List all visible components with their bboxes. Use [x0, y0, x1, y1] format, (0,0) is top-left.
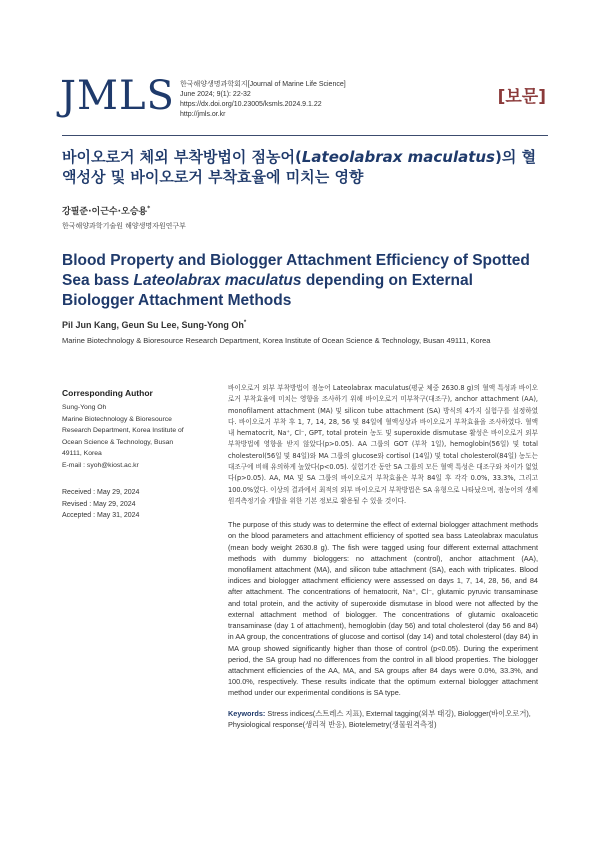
journal-name: 한국해양생명과학회지[Journal of Marine Life Science] [180, 81, 346, 88]
title-en-post: depending on External Biologger Attachment Methods [62, 272, 473, 309]
website-link[interactable]: http://jmls.or.kr [180, 111, 226, 118]
journal-logo: JMLS [60, 73, 175, 119]
corresponding-name: Sung-Yong Oh [62, 404, 107, 411]
abstract-english: The purpose of this study was to determine the effect of external biologger attachment methods on the blood parameters and attachment efficiency of spotted sea bass Lateolabrax maculatus (mean body weight 2630.8 g). The fish were tagged using four different external attachment methods with dummy biologgers: no attachment (control), anchor attachment (AA), monofilament attachment (MA), and silicon tube attachment (SA), each with triplicates. Blood indices and biologger attachment efficiency were assessed on days 1, 7, 14, 28, 56, and 84 after attachment. The concentrations of hematocrit, Na⁺, Cl⁻, glutamic pyruvic transaminase and total protein, and the activity of superoxide dismutase in blood were not affected by the external attachment method of biologger. The concentrations of glutamic oxaloacetic transaminase (day 1 of attachment), hemoglobin (day 56) and total cholesterol (day 56 and 84) in AA group, the concentrations of glucose and cortisol (day 14) and total cholesterol (day 84) in MA group showed significantly higher than those of control (p<0.05). During the experiment period, the SA group had no differences from the control in all blood properties. The biologger attachment efficiencies of the AA, MA, and SA groups after 84 days were 0.0%, 33.3%, and 100.0%, respectively. These results indicate that the optimum external biologger attachment method under our experimental conditions is SA type. [228, 520, 538, 698]
abstract-korean: 바이오로거 외부 부착방법이 점농어 Lateolabrax maculatus(평균 체중 2630.8 g)의 혈액 특성과 바이오로거 부착효율에 미치는 영향을 조사하기 위해 바이오로거 미부착구(대조구), anchor attachment (AA), monofilament attachment (MA) 및 silicon tube attachment (SA) 방식의 4가지 실험구를 설정하였다. 바이오로거 부착 후 1, 7, 14, 28, 56 및 84일에 혈액성상과 바이오로거 부착효율을 조사하였다. 혈액 내 hematocrit, Na⁺, Cl⁻, GPT, total protein 농도 및 superoxide dismutase 활성은 바이오로거 외부 부착방법에 영향을 받지 않았다(p>0.05). AA 그룹의 GOT (부착 1일), hemoglobin(56일) 및 total cholesterol(56일 및 84일)와 MA 그룹의 glucose와 cortisol (14일) 및 total cholesterol(84일) 농도는 대조구에 비해 유의하게 높았다(p<0.05). 실험기간 동안 SA 그룹의 모든 혈액 특성은 대조구와 차이가 없었다(p>0.05). AA, MA 및 SA 그룹의 바이오로거 부착효율은 부착 84일 후 각각 0.0%, 33.3%, 그리고 100.0%였다. 이상의 결과에서 최적의 외부 바이오로거 부착방법은 SA 유형으로 나타났으며, 점농어의 생체원격측정기술 개발을 위한 기본 정보로 활용될 수 있을 것이다. [228, 384, 538, 505]
corresponding-affiliation-line: Research Department, Korea Institute of [62, 427, 184, 434]
title-ko-species: Lateolabrax maculatus [301, 148, 495, 166]
sidebar [62, 388, 212, 522]
title-korean [62, 147, 548, 187]
authors-en-names: Pil Jun Kang, Geun Su Lee, Sung-Yong Oh [62, 320, 244, 330]
journal-issue: June 2024; 9(1): 22-32 [180, 91, 251, 98]
corresponding-mark-en: * [243, 320, 247, 326]
corresponding-email[interactable]: E-mail : syoh@kiost.ac.kr [62, 461, 139, 469]
header-divider [62, 135, 548, 136]
corresponding-affiliation-line: Marine Biotechnology & Bioresource [62, 415, 172, 423]
abstract [228, 383, 538, 730]
title-en-species: Lateolabrax maculatus [133, 272, 302, 289]
title-ko-post: )의 혈액성상 및 바이오로거 부착효율에 미치는 영향 [62, 148, 537, 186]
accepted-date: Accepted : May 31, 2024 [62, 512, 140, 519]
corresponding-mark-ko: * [147, 205, 151, 212]
keywords [228, 708, 538, 730]
journal-info [180, 80, 440, 120]
affiliation-english: Marine Biotechnology & Bioresource Research Department, Korea Institute of Ocean Science & Technology, Busan 49111, Korea [62, 336, 491, 345]
authors-korean [62, 204, 150, 217]
article-type-label: [보문] [497, 87, 546, 107]
article-dates [62, 487, 212, 522]
title-english [62, 251, 548, 311]
affiliation-korean: 한국해양과학기술원 해양생명자원연구부 [62, 222, 186, 230]
revised-date: Revised : May 29, 2024 [62, 500, 136, 508]
title-en-pre: Blood Property and Biologger Attachment Efficiency of Spotted Sea bass [62, 252, 530, 289]
authors-english [62, 320, 246, 330]
corresponding-affiliation-line: 49111, Korea [62, 450, 102, 457]
corresponding-author-heading: Corresponding Author [62, 388, 153, 398]
title-ko-pre: 바이오로거 체외 부착방법이 점농어( [62, 148, 302, 166]
keywords-list: Stress indices(스트레스 지표), External tagging(외부 태깅), Biologger(바이오로거), Physiological response(생리적 반응), Biotelemetry(생물원격측정) [228, 708, 531, 729]
received-date: Received : May 29, 2024 [62, 489, 140, 496]
keywords-label: Keywords: [228, 708, 266, 718]
doi-link[interactable]: https://dx.doi.org/10.23005/ksmls.2024.9.1.22 [180, 101, 322, 108]
authors-ko-names: 강필준·이근수·오승용 [62, 207, 148, 217]
corresponding-affiliation-line: Ocean Science & Technology, Busan [62, 438, 174, 446]
